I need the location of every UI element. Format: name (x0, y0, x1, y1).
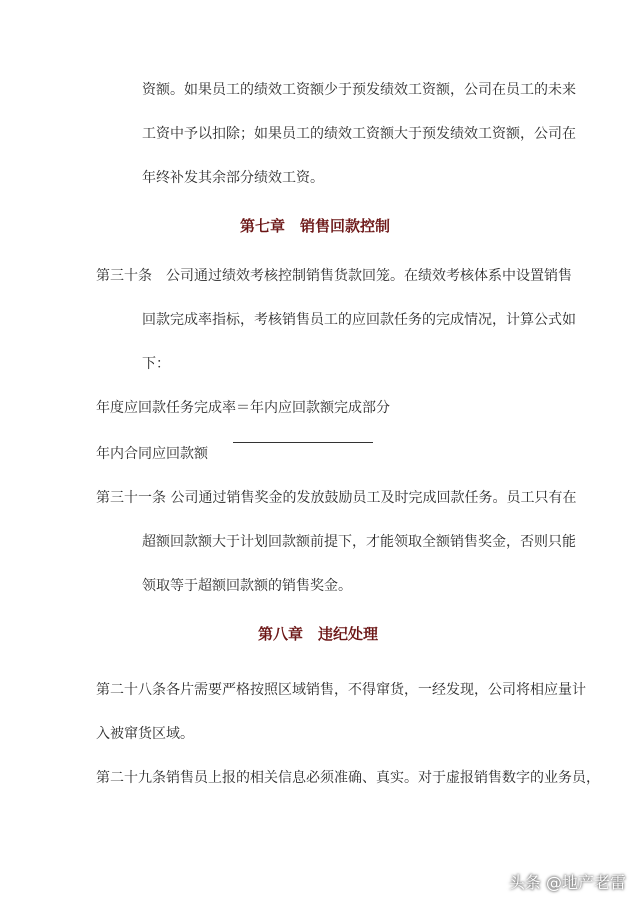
paragraph-line: 资额。如果员工的绩效工资额少于预发绩效工资额，公司在员工的未来 (142, 82, 576, 98)
paragraph-line: 年终补发其余部分绩效工资。 (142, 170, 324, 186)
formula-denominator: 年内合同应回款额 (96, 446, 208, 462)
chapter-heading: 第七章 销售回款控制 (240, 217, 391, 235)
article-30-line: 第三十条 公司通过绩效考核控制销售货款回笼。在绩效考核体系中设置销售 (96, 268, 572, 284)
article-30-line: 回款完成率指标，考核销售员工的应回款任务的完成情况，计算公式如 (142, 312, 576, 328)
formula-numerator: 年度应回款任务完成率＝年内应回款额完成部分 (96, 400, 390, 416)
paragraph-line: 工资中予以扣除；如果员工的绩效工资额大于预发绩效工资额，公司在 (142, 126, 576, 142)
fraction-rule (233, 442, 373, 443)
article-29-line: 第二十九条销售员上报的相关信息必须准确、真实。对于虚报销售数字的业务员， (96, 770, 600, 786)
article-28-line: 入被窜货区域。 (96, 726, 194, 742)
article-31-line: 第三十一条 公司通过销售奖金的发放鼓励员工及时完成回款任务。员工只有在 (96, 490, 577, 506)
article-30-line: 下： (142, 356, 170, 372)
article-28-line: 第二十八条各片需要严格按照区域销售，不得窜货，一经发现，公司将相应量计 (96, 682, 586, 698)
watermark: 头条 @地产老雷 (508, 873, 626, 892)
article-31-line: 超额回款额大于计划回款额前提下，才能领取全额销售奖金，否则只能 (142, 534, 576, 550)
article-31-line: 领取等于超额回款额的销售奖金。 (142, 578, 352, 594)
chapter-heading: 第八章 违纪处理 (258, 625, 379, 643)
